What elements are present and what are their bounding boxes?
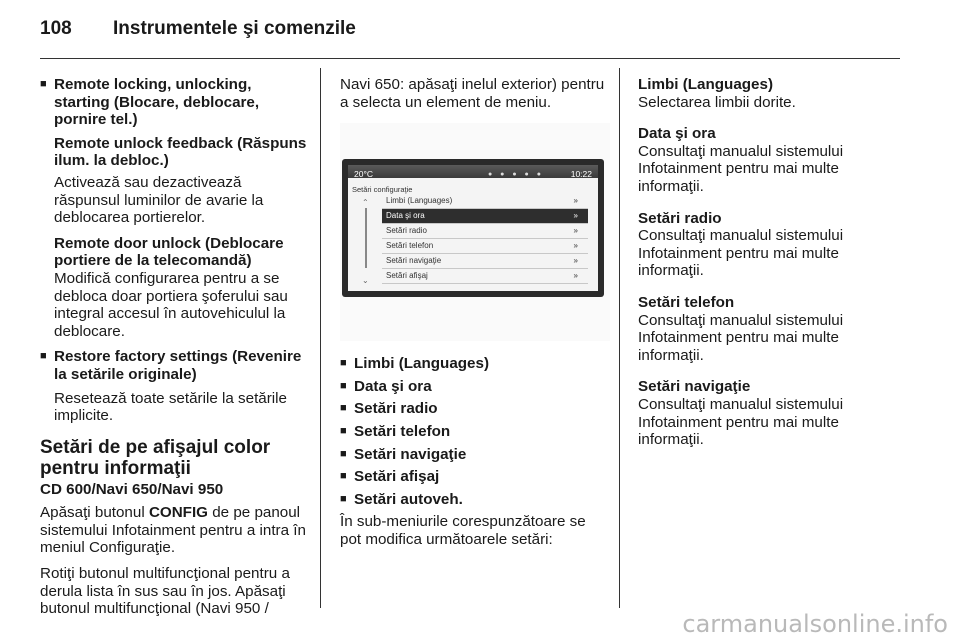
entry-text: Consultaţi manualul sistemului Infotainment pentru mai multe informaţii.	[638, 395, 844, 449]
screen-illustration	[340, 123, 610, 341]
list-item: ■ Setări radio	[340, 400, 608, 418]
settings-list	[340, 355, 608, 508]
menu-row-display: Setări afişaj »	[382, 269, 588, 284]
bullet-title: Remote locking, unlocking, starting (Blocare, deblocare, pornire tel.)	[54, 76, 260, 129]
temperature: 20°C	[354, 169, 373, 180]
chevron-up-icon: ⌃	[362, 198, 369, 208]
sub-item-text: Activează sau dezactivează răspunsul luminilor de avarie la deblocarea portierelor.	[54, 173, 264, 227]
paragraph: În sub-meniurile corespunzătoare se pot modifica următoarele setări:	[340, 513, 586, 548]
chevron-right-icon: »	[573, 256, 578, 266]
sub-item-title: Remote door unlock (Deblocare portiere de la telecomandă)	[54, 234, 284, 270]
menu-row-languages: Limbi (Languages) »	[382, 194, 588, 209]
clock: 10:22	[570, 169, 592, 180]
list-item: ■ Setări afişaj	[340, 468, 608, 486]
bullet-title: Restore factory settings (Revenire la setările originale)	[54, 348, 302, 383]
sub-item-text: Resetează toate setările la setările implicite.	[54, 389, 288, 425]
column-1	[40, 76, 308, 618]
section-heading: Setări de pe afişajul color pentru informaţii	[40, 436, 271, 479]
bullet-restore-factory	[40, 348, 308, 383]
setting-entry-navigation	[638, 378, 906, 448]
entry-title: Data şi ora	[638, 125, 716, 143]
chevron-right-icon: »	[573, 271, 578, 281]
paragraph: Navi 650: apăsaţi inelul exterior) pentru a selecta un element de meniu.	[340, 76, 605, 111]
chevron-right-icon: »	[573, 226, 578, 236]
menu-row-radio: Setări radio »	[382, 224, 588, 239]
menu-row-navigation: Setări navigaţie »	[382, 254, 588, 269]
entry-text: Consultaţi manualul sistemului Infotainment pentru mai multe informaţii.	[638, 142, 844, 195]
subheading: CD 600/Navi 650/Navi 950	[40, 480, 224, 498]
scrollbar	[360, 194, 374, 284]
entry-text: Consultaţi manualul sistemului Infotainment pentru mai multe informaţii.	[638, 311, 844, 364]
menu-row-phone: Setări telefon »	[382, 239, 588, 254]
page-header	[40, 18, 908, 46]
setting-entry-phone	[638, 294, 906, 364]
list-item: ■ Limbi (Languages)	[340, 355, 608, 373]
column-3	[638, 76, 906, 463]
column-divider-2	[619, 68, 620, 608]
list-item: ■ Setări telefon	[340, 423, 608, 441]
setting-entry-radio	[638, 210, 906, 280]
chevron-right-icon: »	[573, 196, 578, 206]
bullet-remote-locking	[40, 76, 308, 129]
entry-title: Setări navigaţie	[638, 378, 751, 396]
setting-entry-date-time	[638, 125, 906, 195]
header-rule	[40, 58, 900, 59]
watermark: carmanualsonline.info	[682, 610, 948, 638]
screen-title: Setări configuraţie	[352, 185, 413, 195]
settings-menu	[382, 194, 588, 284]
chevron-right-icon: »	[573, 211, 578, 221]
setting-entry-languages	[638, 76, 906, 111]
page-number: 108	[40, 18, 72, 39]
list-item: ■ Setări autoveh.	[340, 491, 608, 509]
list-item: ■ Setări navigaţie	[340, 446, 608, 464]
chevron-right-icon: »	[573, 241, 578, 251]
column-2	[340, 76, 608, 549]
chevron-down-icon: ⌄	[362, 276, 369, 286]
chapter-title: Instrumentele şi comenzile	[113, 18, 356, 39]
paragraph: Rotiţi butonul multifuncţional pentru a derula lista în sus sau în jos. Apăsaţi butonul multifuncţional (Navi 950 /	[40, 565, 290, 618]
column-divider-1	[320, 68, 321, 608]
entry-text: Selectarea limbii dorite.	[638, 93, 796, 111]
display-screen	[342, 159, 604, 297]
sub-item-text: Modifică configurarea pentru a se debloca doar portiera şoferului sau integral accesul în autovehiculul la deblocare.	[54, 269, 288, 340]
entry-title: Setări telefon	[638, 293, 735, 311]
status-bar	[348, 165, 598, 178]
sub-item-title: Remote unlock feedback (Răspuns ilum. la debloc.)	[54, 134, 307, 170]
status-icons: ● ● ● ● ●	[488, 171, 544, 179]
list-item: ■ Data şi ora	[340, 378, 608, 396]
entry-title: Limbi (Languages)	[638, 76, 774, 93]
config-keyword: CONFIG	[148, 504, 208, 522]
entry-text: Consultaţi manualul sistemului Infotainment pentru mai multe informaţii.	[638, 227, 844, 280]
paragraph: Apăsaţi butonul CONFIG de pe panoul sistemului Infotainment pentru a intra în meniul Configuraţie.	[40, 504, 306, 557]
entry-title: Setări radio	[638, 209, 722, 227]
menu-row-date-time: Data şi ora »	[382, 209, 588, 224]
